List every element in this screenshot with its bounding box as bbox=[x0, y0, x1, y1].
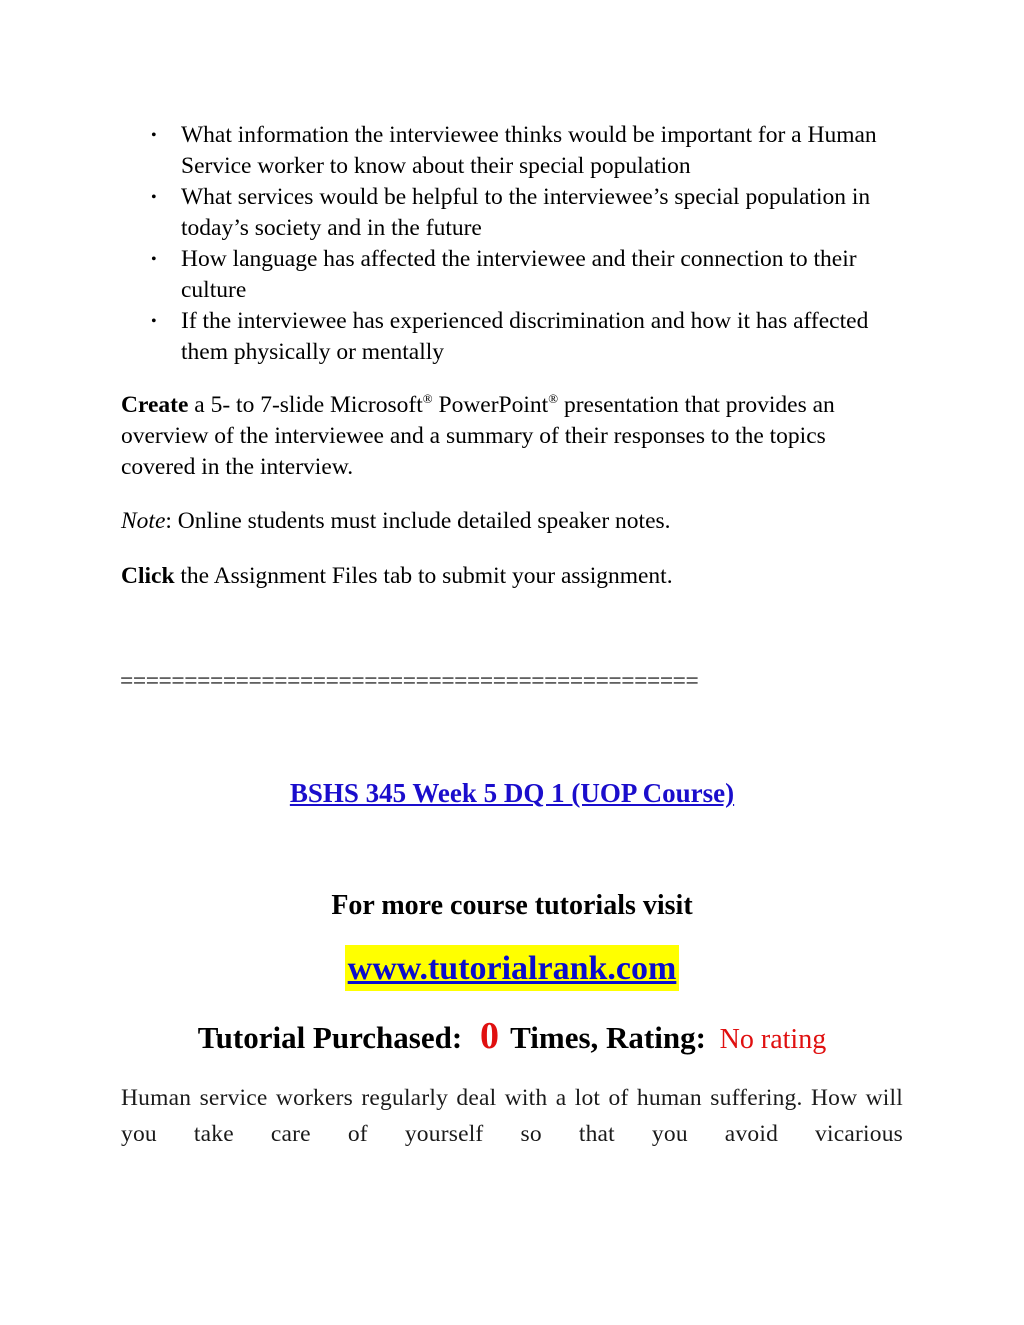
purchased-label: Tutorial Purchased: bbox=[197, 1020, 463, 1055]
bullet-icon: • bbox=[151, 189, 157, 206]
bullet-text: What services would be helpful to the interviewee’s special population in today’s society and in the future bbox=[181, 184, 871, 241]
bullet-text: How language has affected the interviewee and their connection to their culture bbox=[181, 246, 857, 303]
bullet-text: If the interviewee has experienced discrimination and how it has affected them physically or mentally bbox=[181, 308, 869, 365]
purchase-stats bbox=[0, 1014, 1024, 1058]
bullet-text: What information the interviewee thinks would be important for a Human Service worker to know about their special population bbox=[181, 122, 877, 179]
click-keyword: Click bbox=[121, 563, 175, 589]
click-text: the Assignment Files tab to submit your assignment. bbox=[174, 563, 673, 589]
rating-value: No rating bbox=[719, 1024, 827, 1055]
list-item bbox=[120, 182, 910, 244]
note-line bbox=[121, 506, 841, 537]
registered-mark: ® bbox=[422, 391, 433, 406]
create-text-b: PowerPoint bbox=[432, 392, 549, 418]
question-paragraph: Human service workers regularly deal with a lot of human suffering. How will you take care of yourself so that you avoid vicarious bbox=[121, 1085, 903, 1147]
list-item bbox=[120, 244, 910, 306]
note-text: : Online students must include detailed speaker notes. bbox=[165, 508, 671, 534]
bullet-icon: • bbox=[151, 127, 157, 144]
course-heading bbox=[0, 778, 1024, 809]
site-link[interactable]: www.tutorialrank.com bbox=[345, 945, 680, 991]
note-keyword: Note bbox=[121, 508, 166, 534]
list-item bbox=[120, 120, 910, 182]
click-instruction bbox=[121, 561, 841, 592]
bullet-icon: • bbox=[151, 313, 157, 330]
create-text-a: a 5- to 7-slide Microsoft bbox=[188, 392, 423, 418]
registered-mark: ® bbox=[548, 391, 559, 406]
separator-line: ============================================= bbox=[120, 668, 699, 694]
create-keyword: Create bbox=[121, 392, 189, 418]
create-instruction bbox=[121, 390, 841, 483]
more-tutorials-heading: For more course tutorials visit bbox=[331, 890, 693, 921]
rating-label: Times, Rating: bbox=[510, 1020, 706, 1055]
topic-bullet-list bbox=[120, 120, 910, 368]
course-link[interactable]: BSHS 345 Week 5 DQ 1 (UOP Course) bbox=[289, 778, 735, 808]
purchase-count: 0 bbox=[479, 1015, 499, 1057]
create-text-c: presentation that provides an overview of the interviewee and a summary of their responses to the topics covered in the interview. bbox=[121, 392, 835, 480]
bullet-icon: • bbox=[151, 251, 157, 268]
list-item bbox=[120, 306, 910, 368]
site-link-wrap bbox=[0, 945, 1024, 991]
